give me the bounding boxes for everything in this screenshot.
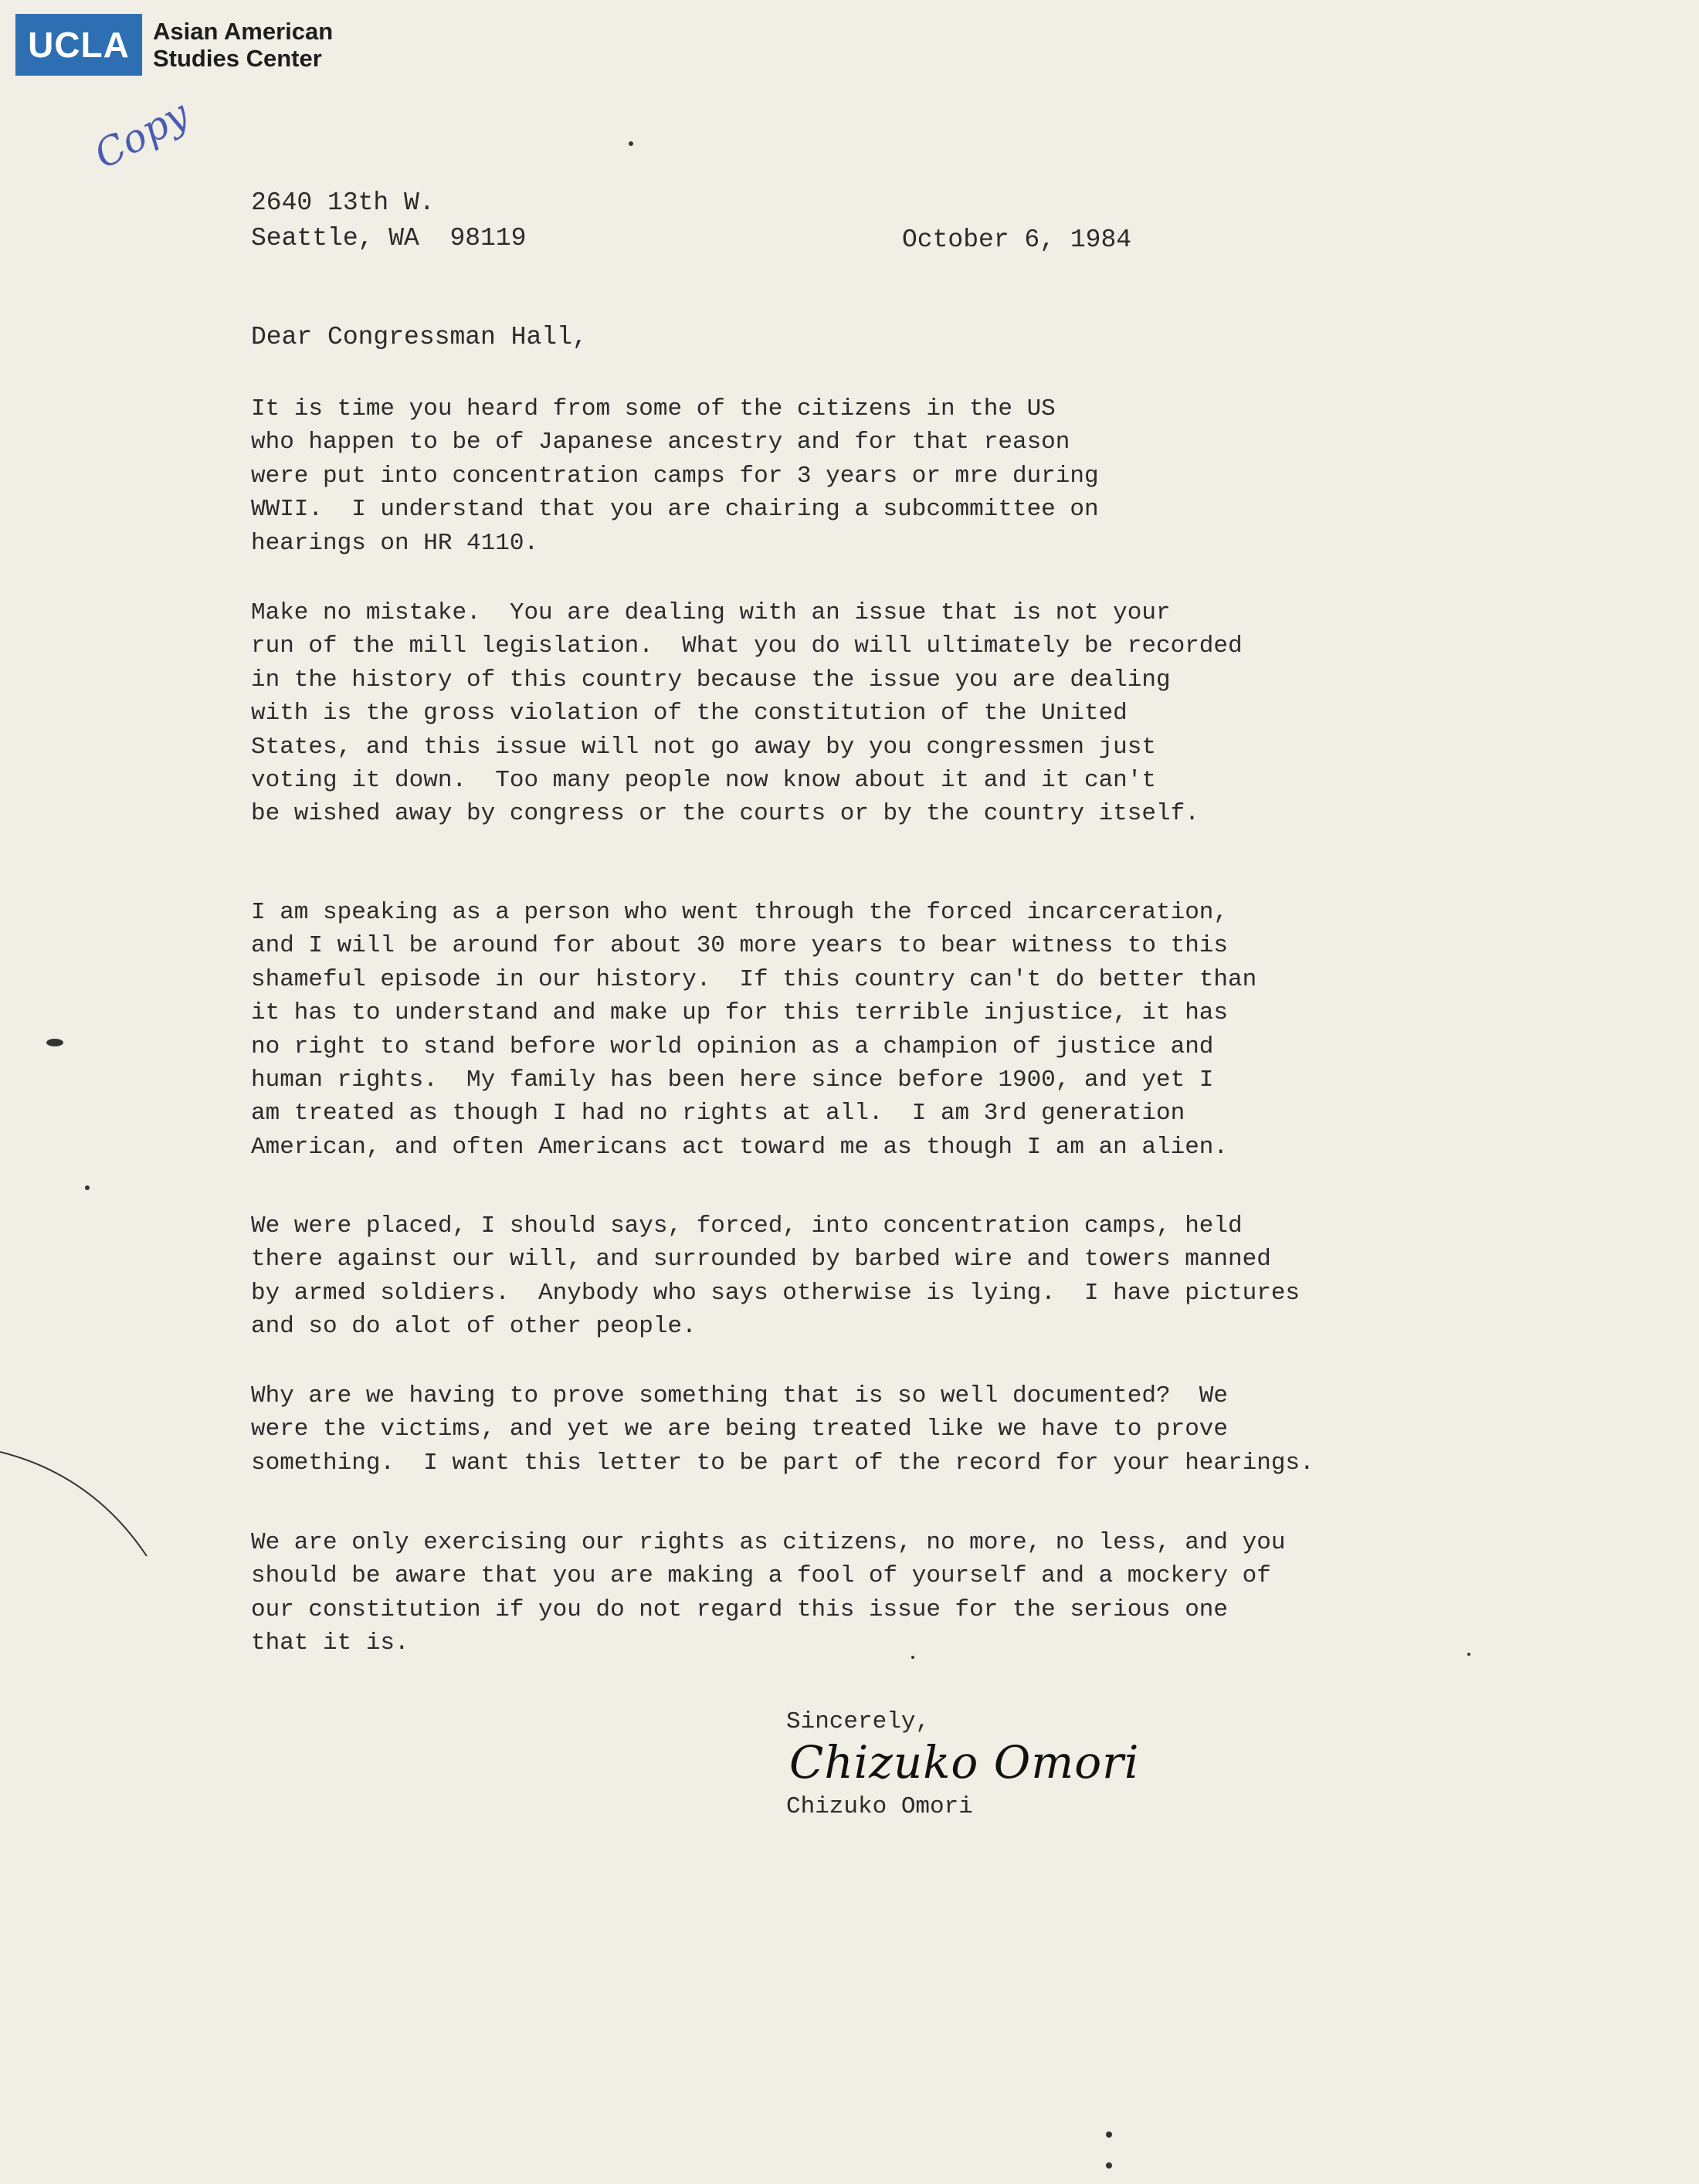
center-name <box>153 18 333 72</box>
address-line-2: Seattle, WA 98119 <box>251 224 527 253</box>
sender-address <box>251 185 526 256</box>
paper-speck <box>1467 1653 1470 1656</box>
ucla-aasc-logo <box>15 14 333 76</box>
center-name-line1: Asian American <box>153 18 334 45</box>
paragraph-1: It is time you heard from some of the citizens in the US who happen to be of Japanese ancestry and for that reason were put into concentration camps for 3 years or mre during WWII. I understand that you are chairing a subcommittee on hearings on HR 4110. <box>251 395 1099 557</box>
margin-pencil-mark <box>0 1429 170 1568</box>
paper-speck <box>911 1656 914 1659</box>
paragraph-4: We were placed, I should says, forced, into concentration camps, held there against our will, and surrounded by barbed wire and towers manned by armed soldiers. Anybody who says otherwise is lying. I have pictures and so do alot of other people. <box>251 1212 1301 1341</box>
paragraph-5: Why are we having to prove something that is so well documented? We were the victims, and yet we are being treated like we have to prove something. I want this letter to be part of the record for your hearings. <box>251 1382 1314 1477</box>
paragraph-2: Make no mistake. You are dealing with an issue that is not your run of the mill legislation. What you do will ultimately be recorded in the history of this country because the issue you are dealing with is the gross violation of the constitution of the United States, and this issue will not go away by you congressmen just voting it down. Too many people now know about it and it can't be wished away by congress or the courts or by the country itself. <box>251 599 1243 828</box>
ink-blot <box>46 1039 63 1046</box>
paper-speck <box>1106 2162 1112 2169</box>
salutation: Dear Congressman Hall, <box>251 323 588 351</box>
paper-speck <box>85 1185 90 1190</box>
typed-name: Chizuko Omori <box>786 1793 973 1820</box>
address-line-1: 2640 13th W. <box>251 188 435 217</box>
paragraph-3: I am speaking as a person who went through the forced incarceration, and I will be around for about 30 more years to bear witness to this shameful episode in our history. If this country can't do better than it has to understand and make up for this terrible injustice, it has no right to stand before world opinion as a champion of justice and human rights. My family has been here since before 1900, and yet I am treated as though I had no rights at all. I am 3rd generation American, and often Americans act toward me as though I am an alien. <box>251 899 1257 1161</box>
handwritten-signature: Chizuko Omori <box>789 1736 1140 1789</box>
ucla-logo-box: UCLA <box>15 14 142 76</box>
center-name-line2: Studies Center <box>153 45 322 72</box>
paper-speck <box>629 141 633 146</box>
closing: Sincerely, <box>786 1708 931 1735</box>
paragraph-6: We are only exercising our rights as citizens, no more, no less, and you should be aware that you are making a fool of yourself and a mockery of our constitution if you do not regard this issue for the serious one that it is. <box>251 1529 1286 1657</box>
paper-speck <box>1106 2131 1112 2138</box>
letter-date: October 6, 1984 <box>902 226 1132 254</box>
handwritten-copy-note: Copy <box>86 91 196 178</box>
